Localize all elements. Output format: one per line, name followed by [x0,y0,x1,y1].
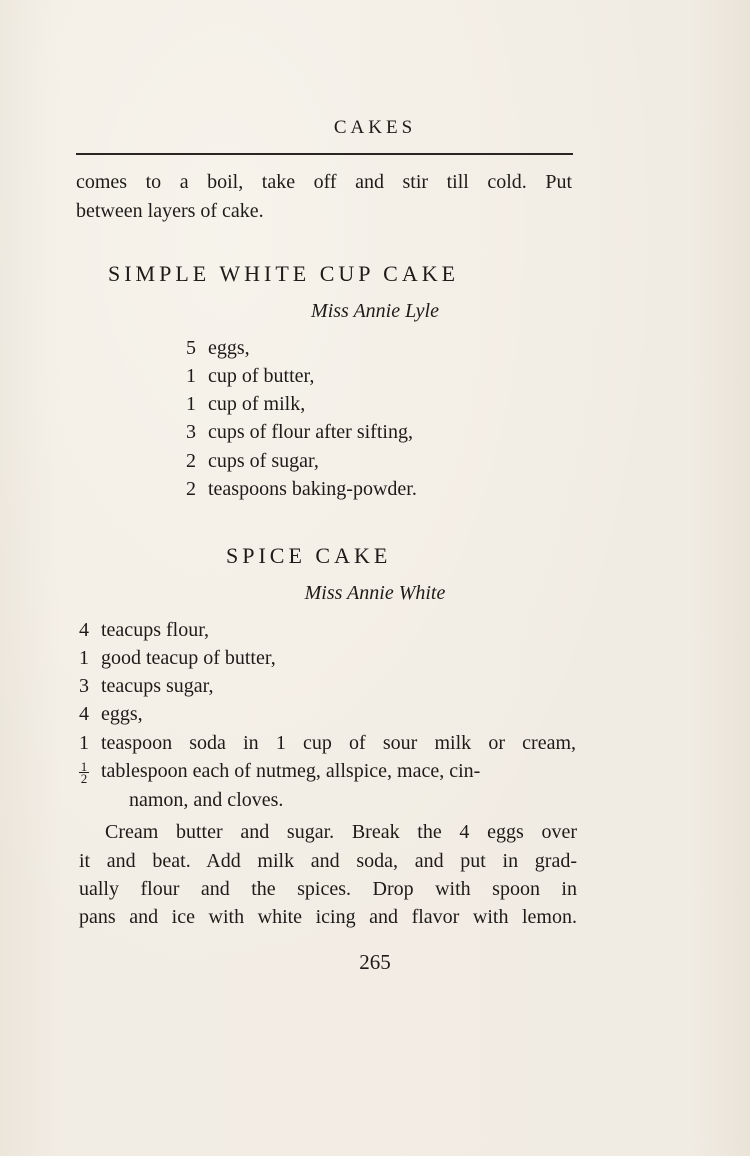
half-fraction [79,758,101,786]
ingredient-line [186,475,417,503]
ingredient-text: cups of sugar, [208,450,319,472]
ingredient-quantity: 3 [186,421,196,443]
ingredient-text: teacups sugar, [101,675,214,697]
ingredient-quantity: 1 [186,393,196,415]
ingredient-text: cup of milk, [208,393,306,415]
ingredient-line [186,362,314,390]
ingredient-quantity: 2 [186,450,196,472]
ingredient-text: cup of butter, [208,365,315,387]
ingredient-line [186,334,250,362]
ingredient-quantity: 4 [79,619,89,641]
fraction-denominator: 2 [80,770,88,786]
ingredient-line [79,729,576,757]
ingredient-text: teaspoon soda in 1 cup of sour milk or cream, [101,732,576,754]
ingredient-line [79,644,276,672]
method-line-3: ually flour and the spices. Drop with spoon in [79,878,577,900]
ingredient-text: teaspoons baking-powder. [208,478,417,500]
ingredient-text: teacups flour, [101,619,210,641]
ingredient-quantity: 5 [186,337,196,359]
recipe-title-white-cup-cake: SIMPLE WHITE CUP CAKE [108,261,460,286]
ingredient-line [186,418,413,446]
ingredient-line [79,700,143,728]
method-line-1: Cream butter and sugar. Break the 4 eggs over [105,821,577,843]
ingredient-text: eggs, [101,703,143,725]
ingredient-line [79,616,209,644]
ingredient-line [79,757,480,785]
ingredient-quantity: 3 [79,675,89,697]
ingredient-quantity: 1 [79,732,89,754]
recipe-author: Miss Annie Lyle [311,300,439,322]
ingredient-line [186,447,319,475]
ingredient-quantity: 1 [186,365,196,387]
fraction-numerator: 1 [80,758,88,774]
ingredient-quantity: 2 [186,478,196,500]
intro-line-2: between layers of cake. [76,200,264,222]
ingredient-text: cups of flour after sifting, [208,421,413,443]
running-head: CAKES [333,117,417,138]
method-line-4: pans and ice with white icing and flavor with lemon. [79,906,577,928]
page-number: 265 [359,950,391,974]
ingredient-text: eggs, [208,337,250,359]
recipe-author: Miss Annie White [304,582,446,604]
ingredient-line [79,672,214,700]
ingredient-quantity: 1 [79,647,89,669]
method-line-2: it and beat. Add milk and soda, and put in grad- [79,850,577,872]
ingredient-continuation: namon, and cloves. [129,789,284,811]
recipe-title-spice-cake: SPICE CAKE [226,543,392,568]
ingredient-text: good teacup of butter, [101,647,276,669]
intro-line-1: comes to a boil, take off and stir till cold. Put [76,171,572,193]
ingredient-line [186,390,305,418]
ingredient-text: tablespoon each of nutmeg, allspice, mace, cin- [101,760,481,782]
ingredient-quantity: 4 [79,703,89,725]
header-rule [76,153,573,155]
